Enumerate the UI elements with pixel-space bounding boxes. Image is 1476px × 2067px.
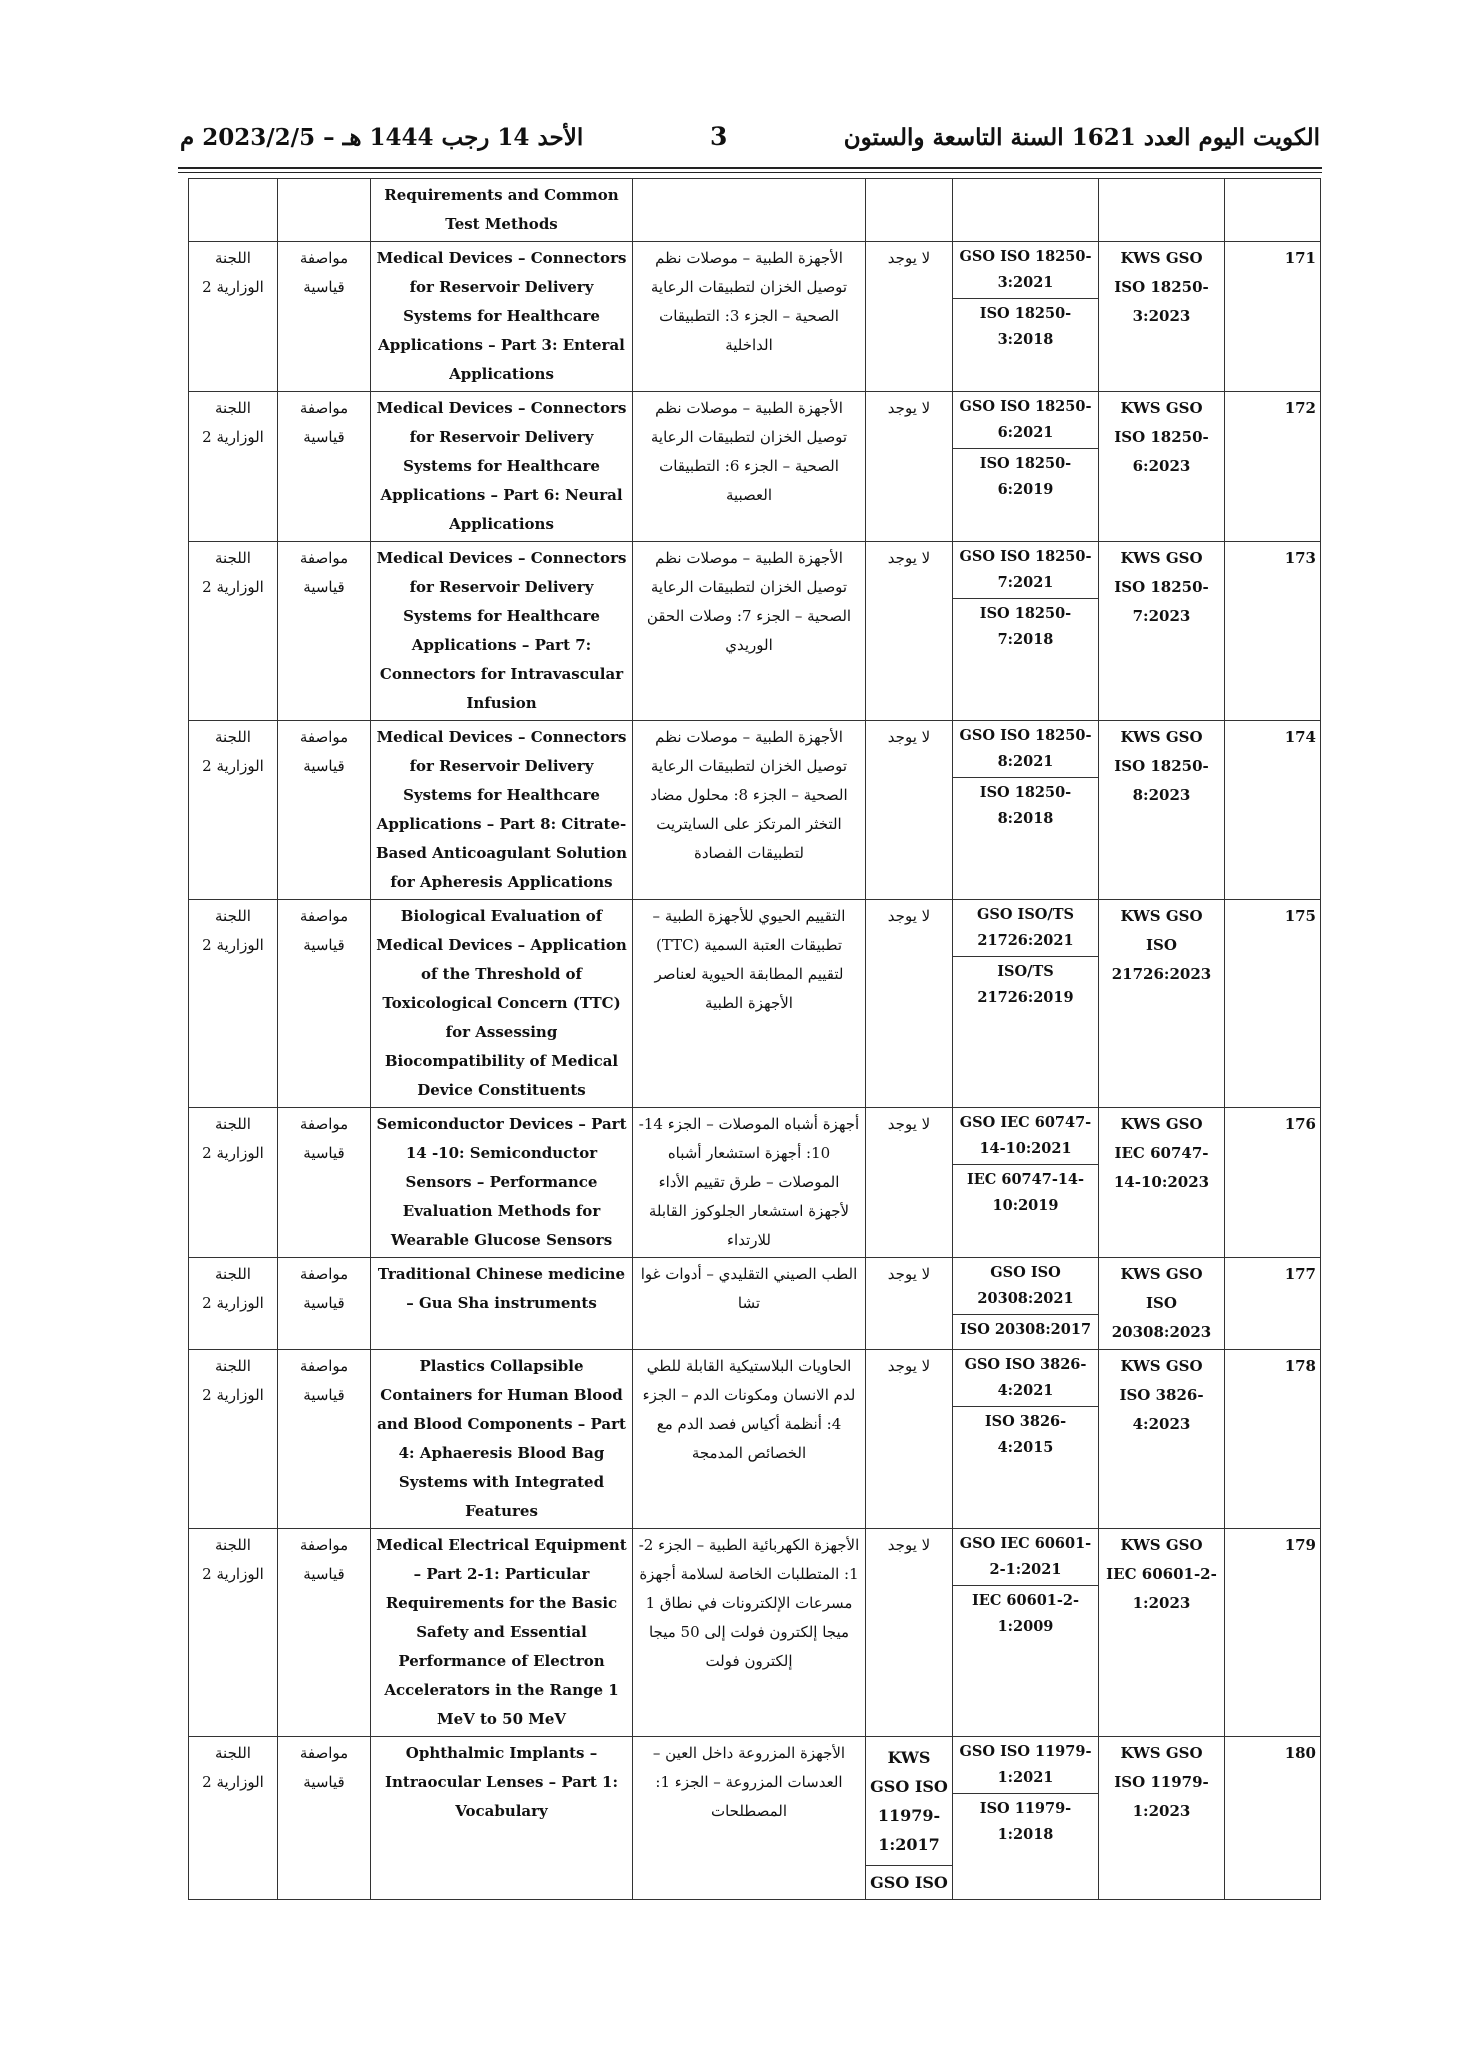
kws-cell: KWS GSO ISO 21726:2023 [1099,900,1225,1108]
type-cell: مواصفة قياسية [278,1529,371,1737]
title-ar-cell: الأجهزة الكهربائية الطبية – الجزء 2-1: المتطلبات الخاصة لسلامة أجهزة مسرعات الإلكترونات في نطاق 1 ميجا إلكترون فولت إلى 50 ميجا إلكترون فولت [633,1529,866,1737]
page-number: 3 [710,122,728,151]
gso-reference: GSO ISO 20308:2021 [953,1258,1098,1315]
kws-cell: KWS GSO ISO 18250-7:2023 [1099,542,1225,721]
title-ar-cell [633,179,866,242]
iso-reference: ISO 18250-6:2019 [979,455,1072,498]
iso-reference: ISO/TS 21726:2019 [977,963,1074,1006]
title-en-cell: Biological Evaluation of Medical Devices – Application of the Threshold of Toxicological Concern (TTC) for Assessing Biocompatibility of Medical Device Constituents [371,900,633,1108]
iso-reference: ISO 3826-4:2015 [984,1413,1067,1456]
table-row [189,1350,1321,1529]
table-row [189,1529,1321,1737]
number-cell: 176 [1225,1108,1321,1258]
number-cell: 173 [1225,542,1321,721]
gso-cell [953,1258,1099,1350]
issue-date: الأحد 14 رجب 1444 هـ – 2023/2/5 م [180,124,584,151]
number-cell: 175 [1225,900,1321,1108]
number-cell: 180 [1225,1737,1321,1900]
title-en-cell: Medical Devices – Connectors for Reservoir Delivery Systems for Healthcare Applications – Part 7: Connectors for Intravascular Infusion [371,542,633,721]
status-cell: لا يوجد [866,1108,953,1258]
title-en-cell: Medical Devices – Connectors for Reservoir Delivery Systems for Healthcare Applications – Part 8: Citrate-Based Anticoagulant Solution for Apheresis Applications [371,721,633,900]
status-cell: لا يوجد [866,900,953,1108]
title-en-cell: Requirements and Common Test Methods [371,179,633,242]
status-cell: لا يوجد [866,1258,953,1350]
status-cell: لا يوجد [866,1529,953,1737]
status-cell [866,1737,953,1900]
table-row [189,721,1321,900]
type-cell: مواصفة قياسية [278,1258,371,1350]
table-row [189,1108,1321,1258]
kws-cell: KWS GSO ISO 11979-1:2023 [1099,1737,1225,1900]
committee-cell: اللجنة الوزارية 2 [189,900,278,1108]
status-cell: لا يوجد [866,721,953,900]
issue-info: الكويت اليوم العدد 1621 السنة التاسعة والستون [843,124,1320,151]
gso-reference: GSO ISO 11979-1:2021 [953,1737,1098,1794]
gso-cell [953,1529,1099,1737]
number-cell: 171 [1225,242,1321,392]
status-cell: لا يوجد [866,542,953,721]
table-row-continuation [189,179,1321,242]
title-ar-cell: أجهزة أشباه الموصلات – الجزء 14-10: أجهزة استشعار أشباه الموصلات – طرق تقييم الأداء لأجهزة استشعار الجلوكوز القابلة للارتداء [633,1108,866,1258]
type-cell: مواصفة قياسية [278,392,371,542]
gso-reference: GSO IEC 60747-14-10:2021 [953,1108,1098,1165]
title-ar-cell: التقييم الحيوي للأجهزة الطبية – تطبيقات العتبة السمية (TTC) لتقييم المطابقة الحيوية لعناصر الأجهزة الطبية [633,900,866,1108]
number-cell: 172 [1225,392,1321,542]
gso-reference: GSO ISO/TS 21726:2021 [953,900,1098,957]
title-en-cell: Traditional Chinese medicine – Gua Sha instruments [371,1258,633,1350]
iso-reference: ISO 11979-1:2018 [979,1800,1072,1843]
table-row [189,392,1321,542]
iso-reference: ISO 18250-3:2018 [979,305,1072,348]
kws-cell: KWS GSO ISO 18250-8:2023 [1099,721,1225,900]
number-cell: 178 [1225,1350,1321,1529]
committee-cell: اللجنة الوزارية 2 [189,1108,278,1258]
gso-cell [953,1350,1099,1529]
type-cell: مواصفة قياسية [278,721,371,900]
title-ar-cell: الأجهزة المزروعة داخل العين – العدسات المزروعة – الجزء 1: المصطلحات [633,1737,866,1900]
type-cell: مواصفة قياسية [278,1108,371,1258]
header-rule [178,167,1322,169]
table-row [189,900,1321,1108]
status-existing-standard-cont: GSO ISO [870,1873,948,1892]
kws-cell: KWS GSO ISO 18250-6:2023 [1099,392,1225,542]
table-row [189,1258,1321,1350]
kws-cell: KWS GSO IEC 60747-14-10:2023 [1099,1108,1225,1258]
gso-cell [953,1108,1099,1258]
committee-cell [189,179,278,242]
status-cell [866,179,953,242]
gso-reference: GSO ISO 18250-6:2021 [953,392,1098,449]
title-ar-cell: الأجهزة الطبية – موصلات نظم توصيل الخزان لتطبيقات الرعاية الصحية – الجزء 6: التطبيقات العصبية [633,392,866,542]
number-cell: 174 [1225,721,1321,900]
gso-reference: GSO IEC 60601-2-1:2021 [953,1529,1098,1586]
title-en-cell: Semiconductor Devices – Part 14 -10: Semiconductor Sensors – Performance Evaluation Methods for Wearable Glucose Sensors [371,1108,633,1258]
iso-reference: ISO 18250-7:2018 [979,605,1072,648]
title-ar-cell: الأجهزة الطبية – موصلات نظم توصيل الخزان لتطبيقات الرعاية الصحية – الجزء 7: وصلات الحقن الوريدي [633,542,866,721]
kws-cell: KWS GSO ISO 3826-4:2023 [1099,1350,1225,1529]
kws-cell: KWS GSO IEC 60601-2-1:2023 [1099,1529,1225,1737]
gso-cell [953,242,1099,392]
committee-cell: اللجنة الوزارية 2 [189,242,278,392]
status-cell: لا يوجد [866,1350,953,1529]
gso-cell [953,721,1099,900]
title-en-cell: Medical Devices – Connectors for Reservoir Delivery Systems for Healthcare Applications – Part 3: Enteral Applications [371,242,633,392]
gso-cell [953,179,1099,242]
gso-reference: GSO ISO 3826-4:2021 [953,1350,1098,1407]
table-row [189,242,1321,392]
committee-cell: اللجنة الوزارية 2 [189,1350,278,1529]
type-cell: مواصفة قياسية [278,542,371,721]
type-cell: مواصفة قياسية [278,1737,371,1900]
iso-reference: ISO 20308:2017 [959,1321,1092,1338]
number-cell [1225,179,1321,242]
kws-cell: KWS GSO ISO 20308:2023 [1099,1258,1225,1350]
gso-cell [953,542,1099,721]
iso-reference: ISO 18250-8:2018 [979,784,1072,827]
gso-cell [953,900,1099,1108]
gso-cell [953,392,1099,542]
iso-reference: IEC 60747-14-10:2019 [966,1171,1085,1214]
title-ar-cell: الطب الصيني التقليدي – أدوات غوا تشا [633,1258,866,1350]
iso-reference: IEC 60601-2-1:2009 [972,1592,1079,1635]
header-rule-thin [178,172,1322,173]
committee-cell: اللجنة الوزارية 2 [189,1258,278,1350]
title-en-cell: Ophthalmic Implants – Intraocular Lenses – Part 1: Vocabulary [371,1737,633,1900]
page-header [180,118,1320,162]
type-cell [278,179,371,242]
kws-cell [1099,179,1225,242]
title-ar-cell: الأجهزة الطبية – موصلات نظم توصيل الخزان لتطبيقات الرعاية الصحية – الجزء 3: التطبيقات الداخلية [633,242,866,392]
number-cell: 179 [1225,1529,1321,1737]
gso-reference: GSO ISO 18250-8:2021 [953,721,1098,778]
title-ar-cell: الحاويات البلاستيكية القابلة للطي لدم الانسان ومكونات الدم – الجزء 4: أنظمة أكياس فصد الدم مع الخصائص المدمجة [633,1350,866,1529]
gso-cell [953,1737,1099,1900]
number-cell: 177 [1225,1258,1321,1350]
title-en-cell: Plastics Collapsible Containers for Human Blood and Blood Components – Part 4: Aphaeresis Blood Bag Systems with Integrated Features [371,1350,633,1529]
committee-cell: اللجنة الوزارية 2 [189,542,278,721]
committee-cell: اللجنة الوزارية 2 [189,721,278,900]
title-en-cell: Medical Electrical Equipment – Part 2-1: Particular Requirements for the Basic Safety and Essential Performance of Electron Accelerators in the Range 1 MeV to 50 MeV [371,1529,633,1737]
type-cell: مواصفة قياسية [278,900,371,1108]
committee-cell: اللجنة الوزارية 2 [189,1529,278,1737]
status-cell: لا يوجد [866,242,953,392]
kws-cell: KWS GSO ISO 18250-3:2023 [1099,242,1225,392]
status-cell: لا يوجد [866,392,953,542]
committee-cell: اللجنة الوزارية 2 [189,1737,278,1900]
committee-cell: اللجنة الوزارية 2 [189,392,278,542]
table-row [189,1737,1321,1900]
type-cell: مواصفة قياسية [278,1350,371,1529]
gso-reference: GSO ISO 18250-7:2021 [953,542,1098,599]
type-cell: مواصفة قياسية [278,242,371,392]
title-ar-cell: الأجهزة الطبية – موصلات نظم توصيل الخزان لتطبيقات الرعاية الصحية – الجزء 8: محلول مضاد التخثر المرتكز على السايتريت لتطبيقات الفصادة [633,721,866,900]
gso-reference: GSO ISO 18250-3:2021 [953,242,1098,299]
status-existing-standard: KWS GSO ISO 11979-1:2017 [866,1737,952,1866]
standards-table [188,178,1321,1900]
title-en-cell: Medical Devices – Connectors for Reservoir Delivery Systems for Healthcare Applications – Part 6: Neural Applications [371,392,633,542]
table-row [189,542,1321,721]
